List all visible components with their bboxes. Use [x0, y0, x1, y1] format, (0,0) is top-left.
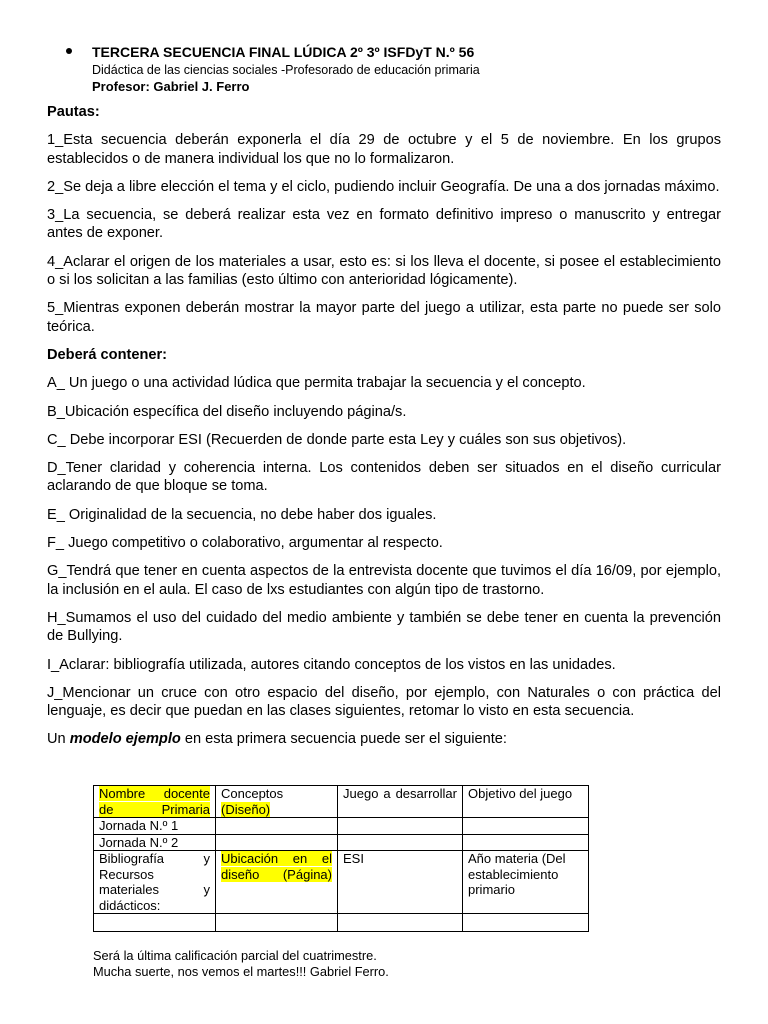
- table-cell: Jornada N.º 2: [94, 834, 216, 851]
- table-row: [94, 834, 589, 851]
- ubicacion-text: Ubicación en el diseño (Página): [221, 851, 332, 882]
- table-cell: Jornada N.º 1: [94, 818, 216, 835]
- header-diseno: (Diseño): [221, 801, 271, 817]
- contener-item: A_ Un juego o una actividad lúdica que permita trabajar la secuencia y el concepto.: [47, 375, 586, 392]
- table-header-cell: [94, 786, 216, 818]
- pauta-item: 4_Aclarar el origen de los materiales a usar, esto es: si los lleva el docente, si posee el establecimiento o si los solicitan a las familias (esto último con anterioridad lógicamente).: [47, 253, 721, 289]
- table-cell: [463, 834, 589, 851]
- table-row: [94, 786, 589, 818]
- table-cell: ESI: [338, 851, 463, 914]
- bullet-icon: [66, 48, 72, 54]
- table-row: [94, 914, 589, 932]
- contener-item: B_Ubicación específica del diseño incluyendo página/s.: [47, 403, 407, 420]
- pauta-item: 5_Mientras exponen deberán mostrar la mayor parte del juego a utilizar, esta parte no puede ser solo teórica.: [47, 300, 721, 335]
- modelo-emphasis: modelo ejemplo: [69, 731, 181, 748]
- table-header-cell: Objetivo del juego: [463, 786, 589, 818]
- table-cell: [216, 851, 338, 914]
- table-cell: Año materia (Del establecimiento primario: [463, 851, 589, 914]
- table-cell: Bibliografía y Recursos materiales y didácticos:: [94, 851, 216, 914]
- table-cell: [338, 834, 463, 851]
- table-cell: [94, 914, 216, 932]
- contener-item: E_ Originalidad de la secuencia, no debe haber dos iguales.: [47, 506, 437, 523]
- pauta-item: 3_La secuencia, se deberá realizar esta vez en formato definitivo impreso o manuscrito y entregar antes de exponer.: [47, 207, 721, 242]
- pauta-item: 2_Se deja a libre elección el tema y el ciclo, pudiendo incluir Geografía. De una a dos jornadas máximo.: [47, 178, 720, 195]
- table-row: [94, 851, 589, 914]
- document-footer: [93, 948, 389, 980]
- contener-item: C_ Debe incorporar ESI (Recuerden de donde parte esta Ley y cuáles son sus objetivos).: [47, 431, 627, 448]
- table-cell: [463, 914, 589, 932]
- contener-item: F_ Juego competitivo o colaborativo, argumentar al respecto.: [47, 535, 443, 552]
- contener-item: D_Tener claridad y coherencia interna. Los contenidos deben ser situados en el diseño curricular aclarando de que bloque se toma.: [47, 460, 721, 495]
- pautas-heading: Pautas:: [47, 104, 100, 120]
- contener-item: H_Sumamos el uso del cuidado del medio ambiente y también se debe tener en cuenta la prevención de Bullying.: [47, 609, 721, 645]
- table-row: [94, 818, 589, 835]
- contener-item: J_Mencionar un cruce con otro espacio del diseño, por ejemplo, con Naturales o con práctica del lenguaje, es decir que puedan en las clases siguientes, retomar lo visto en esta secuencia.: [47, 684, 721, 720]
- table-cell: [216, 914, 338, 932]
- footer-line: Será la última calificación parcial del cuatrimestre.: [93, 948, 377, 963]
- document-title: TERCERA SECUENCIA FINAL LÚDICA 2º 3º ISFDyT N.º 56: [92, 44, 475, 60]
- table-cell: [338, 818, 463, 835]
- footer-line: Mucha suerte, nos vemos el martes!!! Gabriel Ferro.: [93, 964, 389, 979]
- modelo-paragraph: [47, 730, 721, 748]
- teacher-name: Profesor: Gabriel J. Ferro: [92, 79, 250, 94]
- modelo-text-after: en esta primera secuencia puede ser el siguiente:: [180, 731, 507, 748]
- header-conceptos: Conceptos: [221, 786, 284, 801]
- table-cell: [216, 818, 338, 835]
- table-cell: [216, 834, 338, 851]
- pauta-item: 1_Esta secuencia deberán exponerla el día 29 de octubre y el 5 de noviembre. En los grupos establecidos o de manera individual los que no lo formalizaron.: [47, 132, 721, 167]
- model-table: [93, 785, 589, 932]
- contener-item: G_Tendrá que tener en cuenta aspectos de la entrevista docente que tuvimos el día 16/09, por ejemplo, la inclusión en el aula. El caso de lxs estudiantes con algún tipo de trastorno.: [47, 563, 721, 598]
- contener-item: I_Aclarar: bibliografía utilizada, autores citando conceptos de los vistos en las unidades.: [47, 656, 616, 673]
- table-cell: [463, 818, 589, 835]
- table-header-cell: [216, 786, 338, 818]
- table-header-cell: Juego a desarrollar: [338, 786, 463, 818]
- header-docente: Nombre docente de Primaria: [99, 786, 210, 817]
- modelo-text-before: Un: [47, 731, 70, 748]
- document-body: [47, 103, 721, 749]
- document-subtitle: Didáctica de las ciencias sociales -Profesorado de educación primaria: [92, 63, 480, 77]
- table-cell: [338, 914, 463, 932]
- contener-heading: Deberá contener:: [47, 346, 168, 363]
